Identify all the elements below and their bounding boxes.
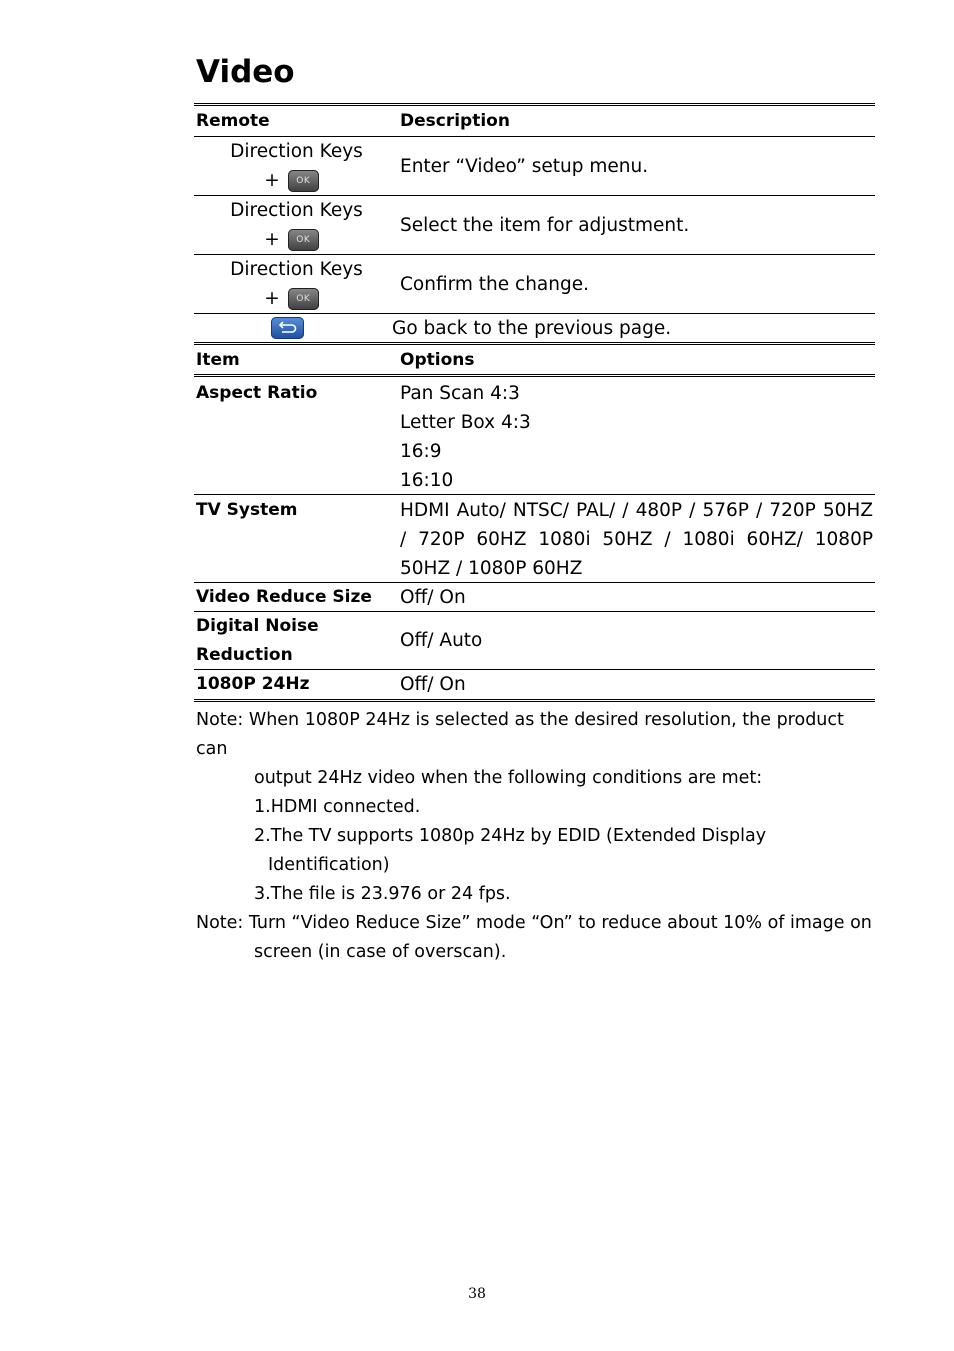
video-settings-table	[194, 103, 875, 702]
p24-row	[194, 670, 875, 702]
p24-options: Off/ On	[400, 674, 466, 695]
remote-back-cell	[186, 314, 389, 342]
condition-1: 1.HDMI connected.	[254, 797, 421, 817]
remote-row-confirm	[194, 255, 875, 314]
tv-system-options: HDMI Auto/ NTSC/ PAL/ / 480P / 576P / 720P 50HZ / 720P 60HZ 1080i 50HZ / 1080i 60HZ/ 1080P 50HZ / 1080P 60HZ	[400, 500, 873, 579]
video-reduce-options: Off/ On	[400, 587, 466, 608]
direction-keys-label: Direction Keys	[230, 200, 363, 221]
plus-sign: +	[264, 170, 280, 191]
page-title: Video	[196, 54, 295, 90]
notes-section	[196, 706, 876, 967]
remote-keys-cell	[194, 137, 397, 195]
dnr-row	[194, 612, 875, 670]
aspect-option: 16:9	[400, 441, 442, 462]
remote-row-back	[194, 314, 875, 345]
remote-header-row	[194, 103, 875, 137]
remote-description: Go back to the previous page.	[392, 317, 672, 339]
remote-keys-cell	[194, 255, 397, 313]
direction-keys-label: Direction Keys	[230, 141, 363, 162]
plus-sign: +	[264, 229, 280, 250]
options-header-row	[194, 345, 875, 377]
p24-label: 1080P 24Hz	[196, 674, 310, 694]
dnr-label-line2: Reduction	[196, 645, 293, 665]
note-2-line2: screen (in case of overscan).	[254, 942, 507, 962]
aspect-ratio-options	[397, 379, 875, 494]
note-2-line1: Note: Turn “Video Reduce Size” mode “On” to reduce about 10% of image on	[196, 913, 872, 933]
condition-2-line1: 2.The TV supports 1080p 24Hz by EDID (Extended Display	[254, 826, 767, 846]
aspect-option: Letter Box 4:3	[400, 412, 531, 433]
dnr-options: Off/ Auto	[400, 630, 483, 651]
aspect-ratio-label: Aspect Ratio	[196, 383, 318, 403]
dnr-label	[194, 612, 397, 669]
remote-keys-cell	[194, 196, 397, 254]
note-1-line2: output 24Hz video when the following conditions are met:	[254, 768, 763, 788]
remote-description: Confirm the change.	[400, 273, 590, 295]
ok-button-icon: OK	[288, 229, 319, 251]
aspect-ratio-row	[194, 377, 875, 495]
back-icon	[271, 317, 304, 339]
plus-sign: +	[264, 288, 280, 309]
remote-row-enter	[194, 137, 875, 196]
item-column-header: Item	[196, 349, 240, 370]
note-1-line1: Note: When 1080P 24Hz is selected as the desired resolution, the product can	[196, 710, 844, 759]
direction-keys-label: Direction Keys	[230, 259, 363, 280]
condition-3: 3.The file is 23.976 or 24 fps.	[254, 884, 511, 904]
dnr-label-line1: Digital Noise	[196, 616, 319, 636]
ok-button-icon: OK	[288, 170, 319, 192]
remote-row-select	[194, 196, 875, 255]
tv-system-row	[194, 495, 875, 583]
remote-column-header: Remote	[196, 111, 270, 131]
remote-description: Select the item for adjustment.	[400, 214, 690, 236]
page-number: 38	[468, 1286, 486, 1302]
ok-button-icon: OK	[288, 288, 319, 310]
condition-2-line2: Identification)	[268, 855, 390, 875]
video-reduce-label: Video Reduce Size	[196, 587, 372, 607]
aspect-option: Pan Scan 4:3	[400, 383, 520, 404]
aspect-option: 16:10	[400, 470, 454, 491]
remote-description: Enter “Video” setup menu.	[400, 155, 649, 177]
options-column-header: Options	[400, 349, 475, 370]
description-column-header: Description	[400, 111, 510, 131]
tv-system-label: TV System	[196, 500, 298, 520]
video-reduce-row	[194, 583, 875, 612]
